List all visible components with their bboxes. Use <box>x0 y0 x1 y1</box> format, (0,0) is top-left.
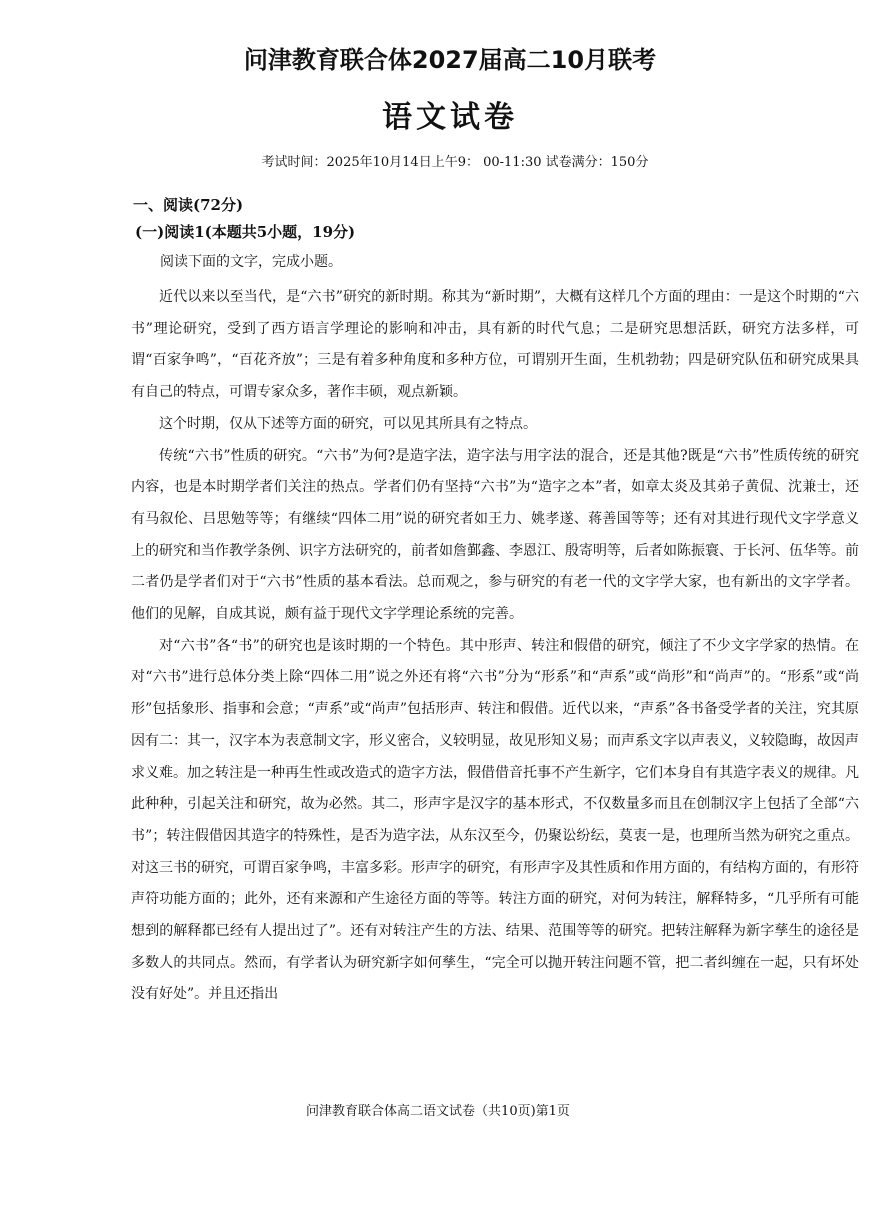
paragraph: 近代以来以至当代，是“六书”研究的新时期。称其为“新时期”，大概有这样几个方面的理由：一是这个时期的“六书”理论研究，受到了西方语言学理论的影响和冲击，具有新的时代气息；二是研究思想活跃，研究方法多样，可谓“百家争鸣”，“百花齐放”；三是有着多种角度和多种方位，可谓别开生面，生机勃勃；四是研究队伍和研究成果具有自己的特点，可谓专家众多，著作丰硕，观点新颖。 <box>131 289 859 401</box>
subject-title: 语文试卷 <box>382 100 518 135</box>
exam-title: 问津教育联合体2027届高二10月联考 <box>243 46 657 74</box>
paragraph: 对“六书”各“书”的研究也是该时期的一个特色。其中形声、转注和假借的研究，倾注了不少文字学家的热情。在对“六书”进行总体分类上除“四体二用”说之外还有将“六书”分为“形系”和“声系”或“尚形”和“尚声”的。“形系”或“尚形”包括象形、指事和会意；“声系”或“尚声”包括形声、转注和假借。近代以来，“声系”各书备受学者的关注，究其原因有二：其一，汉字本为表意制文字，形义密合，义较明显，故见形知义易；而声系文字以声表义，义较隐晦，故因声求义难。加之转注是一种再生性或改造式的造字方法，假借借音托事不产生新字，它们本身自有其造字表义的规律。凡此种种，引起关注和研究，故为必然。其二，形声字是汉字的基本形式，不仅数量多而且在创制汉字上包括了全部“六书”；转注假借因其造字的特殊性，是否为造字法，从东汉至今，仍聚讼纷纭，莫衷一是，也理所当然为研究之重点。对这三书的研究，可谓百家争鸣，丰富多彩。形声字的研究，有形声字及其性质和作用方面的，有结构方面的，有形符声符功能方面的；此外，还有来源和产生途径方面的等等。转注方面的研究，对何为转注，解释特多，“几乎所有可能想到的解释都已经有人提出过了”。还有对转注产生的方法、结果、范围等等的研究。把转注解释为新字孳生的途径是多数人的共同点。然而，有学者认为研究新字如何孳生，“完全可以抛开转注问题不管，把二者纠缠在一起，只有坏处没有好处”。并且还指出 <box>131 637 859 1003</box>
paragraph: 传统“六书”性质的研究。“六书”为何?是造字法，造字法与用字法的混合，还是其他?既是“六书”性质传统的研究内容，也是本时期学者们关注的热点。学者们仍有坚持“六书”为“造字之本”者，如章太炎及其弟子黄侃、沈兼士，还有马叙伦、吕思勉等等；有继续“四体二用”说的研究者如王力、姚孝遂、蒋善国等等；还有对其进行现代文字学意义上的研究和当作教学条例、识字方法研究的，前者如詹鄞鑫、李恩江、殷寄明等，后者如陈振寰、于长河、伍华等。前二者仍是学者们对于“六书”性质的基本看法。总而观之，参与研究的有老一代的文字学大家，也有新出的文字学者。他们的见解，自成其说，颇有益于现代文字学理论系统的完善。 <box>131 447 859 623</box>
page-footer: 问津教育联合体高二语文试卷（共10页)第1页 <box>306 1104 570 1119</box>
exam-meta: 考试时间：2025年10月14日上午9： 00-11:30 试卷满分：150分 <box>261 155 649 170</box>
paragraph: 这个时期，仅从下述等方面的研究，可以见其所具有之特点。 <box>159 415 537 432</box>
section-title: 一、阅读(72分) <box>133 196 244 214</box>
subsection-title: (一)阅读1(本题共5小题，19分) <box>135 223 356 241</box>
passage <box>131 282 859 1011</box>
instruction: 阅读下面的文字，完成小题。 <box>160 254 342 270</box>
